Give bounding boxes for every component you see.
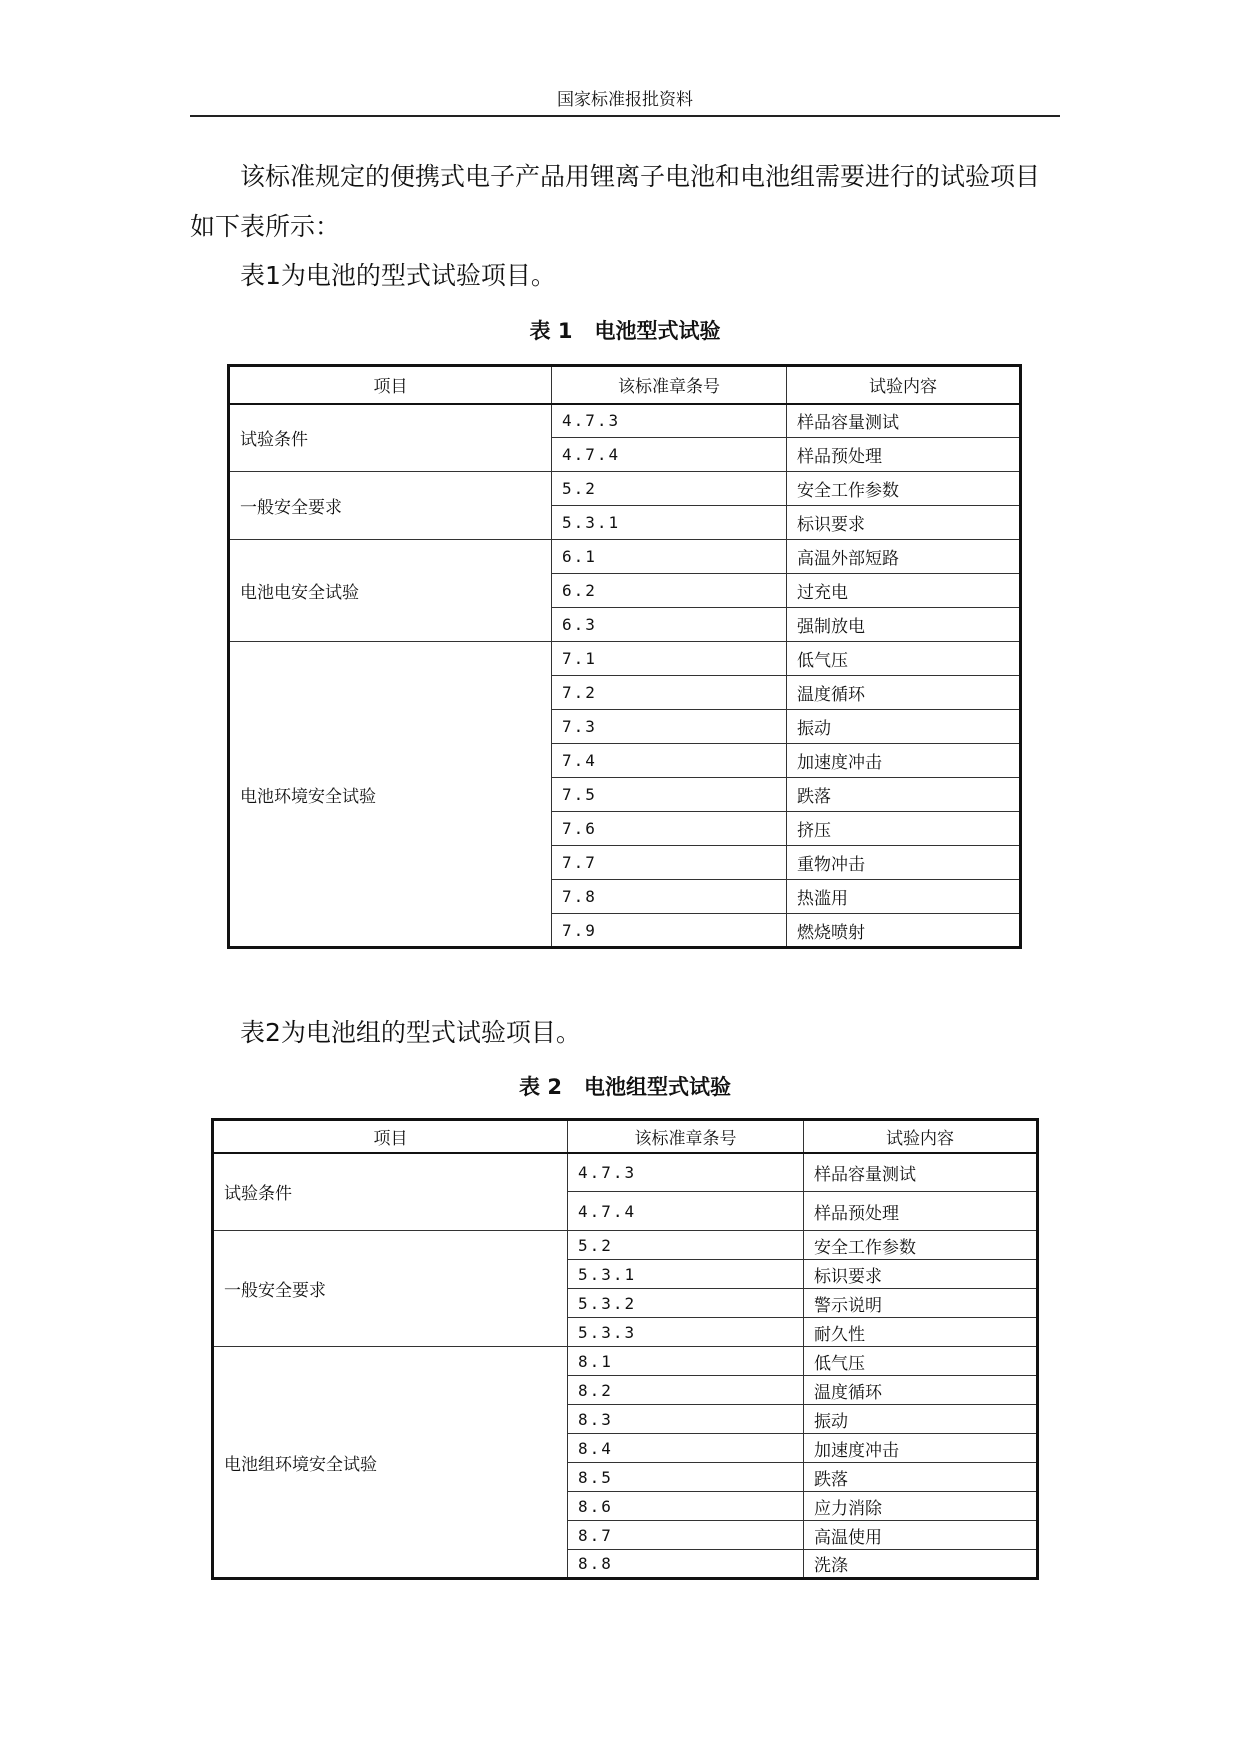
test-content-cell: 跌落 bbox=[787, 778, 1021, 812]
table2-caption-title: 电池组型式试验 bbox=[583, 1075, 731, 1099]
clause-number-cell: 5.3.1 bbox=[568, 1260, 804, 1289]
clause-number-cell: 4.7.3 bbox=[568, 1153, 804, 1192]
clause-number-cell: 6.3 bbox=[552, 608, 787, 642]
table2-intro: 表2为电池组的型式试验项目。 bbox=[240, 1018, 581, 1047]
clause-number-cell: 7.3 bbox=[552, 710, 787, 744]
table-row bbox=[229, 642, 1021, 676]
clause-number-cell: 7.7 bbox=[552, 846, 787, 880]
test-content-cell: 强制放电 bbox=[787, 608, 1021, 642]
clause-number-cell: 8.2 bbox=[568, 1376, 804, 1405]
clause-number-cell: 7.4 bbox=[552, 744, 787, 778]
battery-pack-type-test-table bbox=[211, 1118, 1039, 1580]
test-content-cell: 安全工作参数 bbox=[787, 472, 1021, 506]
column-header: 项目 bbox=[229, 366, 552, 404]
column-header: 该标准章条号 bbox=[552, 366, 787, 404]
group-name-cell: 试验条件 bbox=[229, 404, 552, 472]
clause-number-cell: 8.7 bbox=[568, 1521, 804, 1550]
clause-number-cell: 8.4 bbox=[568, 1434, 804, 1463]
table-row bbox=[229, 540, 1021, 574]
page-header-title: 国家标准报批资料 bbox=[557, 90, 693, 110]
clause-number-cell: 8.5 bbox=[568, 1463, 804, 1492]
test-content-cell: 样品预处理 bbox=[804, 1192, 1038, 1231]
group-name-cell: 一般安全要求 bbox=[229, 472, 552, 540]
test-content-cell: 应力消除 bbox=[804, 1492, 1038, 1521]
clause-number-cell: 7.8 bbox=[552, 880, 787, 914]
test-content-cell: 高温使用 bbox=[804, 1521, 1038, 1550]
test-content-cell: 跌落 bbox=[804, 1463, 1038, 1492]
battery-type-test-table bbox=[227, 364, 1022, 949]
group-name-cell: 试验条件 bbox=[213, 1153, 568, 1231]
column-header: 试验内容 bbox=[787, 366, 1021, 404]
clause-number-cell: 8.3 bbox=[568, 1405, 804, 1434]
table-row bbox=[213, 1153, 1038, 1192]
clause-number-cell: 8.1 bbox=[568, 1347, 804, 1376]
table-row bbox=[229, 472, 1021, 506]
clause-number-cell: 4.7.4 bbox=[552, 438, 787, 472]
table-row bbox=[213, 1347, 1038, 1376]
table2-caption bbox=[190, 1072, 1060, 1102]
clause-number-cell: 5.2 bbox=[568, 1231, 804, 1260]
test-content-cell: 振动 bbox=[804, 1405, 1038, 1434]
clause-number-cell: 7.9 bbox=[552, 914, 787, 948]
clause-number-cell: 6.2 bbox=[552, 574, 787, 608]
test-content-cell: 安全工作参数 bbox=[804, 1231, 1038, 1260]
test-content-cell: 样品容量测试 bbox=[787, 404, 1021, 438]
clause-number-cell: 5.3.2 bbox=[568, 1289, 804, 1318]
header-rule bbox=[190, 115, 1060, 117]
clause-number-cell: 7.2 bbox=[552, 676, 787, 710]
test-content-cell: 挤压 bbox=[787, 812, 1021, 846]
test-content-cell: 燃烧喷射 bbox=[787, 914, 1021, 948]
clause-number-cell: 5.3.3 bbox=[568, 1318, 804, 1347]
column-header: 试验内容 bbox=[804, 1120, 1038, 1153]
clause-number-cell: 7.1 bbox=[552, 642, 787, 676]
table1-caption bbox=[190, 316, 1060, 346]
test-content-cell: 温度循环 bbox=[804, 1376, 1038, 1405]
table1-intro: 表1为电池的型式试验项目。 bbox=[240, 261, 556, 290]
table-header-row bbox=[229, 366, 1021, 404]
intro-paragraph: 该标准规定的便携式电子产品用锂离子电池和电池组需要进行的试验项目如下表所示： bbox=[190, 162, 1041, 241]
table2-caption-number: 表 2 bbox=[519, 1075, 562, 1099]
clause-number-cell: 6.1 bbox=[552, 540, 787, 574]
clause-number-cell: 7.6 bbox=[552, 812, 787, 846]
clause-number-cell: 7.5 bbox=[552, 778, 787, 812]
test-content-cell: 标识要求 bbox=[804, 1260, 1038, 1289]
test-content-cell: 加速度冲击 bbox=[804, 1434, 1038, 1463]
test-content-cell: 加速度冲击 bbox=[787, 744, 1021, 778]
test-content-cell: 重物冲击 bbox=[787, 846, 1021, 880]
test-content-cell: 过充电 bbox=[787, 574, 1021, 608]
clause-number-cell: 5.2 bbox=[552, 472, 787, 506]
test-content-cell: 标识要求 bbox=[787, 506, 1021, 540]
table-header-row bbox=[213, 1120, 1038, 1153]
clause-number-cell: 8.6 bbox=[568, 1492, 804, 1521]
column-header: 该标准章条号 bbox=[568, 1120, 804, 1153]
table-row bbox=[213, 1231, 1038, 1260]
column-header: 项目 bbox=[213, 1120, 568, 1153]
clause-number-cell: 5.3.1 bbox=[552, 506, 787, 540]
group-name-cell: 一般安全要求 bbox=[213, 1231, 568, 1347]
test-content-cell: 样品预处理 bbox=[787, 438, 1021, 472]
test-content-cell: 振动 bbox=[787, 710, 1021, 744]
table-row bbox=[229, 404, 1021, 438]
clause-number-cell: 4.7.4 bbox=[568, 1192, 804, 1231]
table1-caption-title: 电池型式试验 bbox=[594, 319, 721, 343]
clause-number-cell: 4.7.3 bbox=[552, 404, 787, 438]
clause-number-cell: 8.8 bbox=[568, 1550, 804, 1579]
test-content-cell: 低气压 bbox=[804, 1347, 1038, 1376]
table1-caption-number: 表 1 bbox=[529, 319, 573, 343]
test-content-cell: 样品容量测试 bbox=[804, 1153, 1038, 1192]
test-content-cell: 热滥用 bbox=[787, 880, 1021, 914]
group-name-cell: 电池组环境安全试验 bbox=[213, 1347, 568, 1579]
test-content-cell: 低气压 bbox=[787, 642, 1021, 676]
group-name-cell: 电池环境安全试验 bbox=[229, 642, 552, 948]
test-content-cell: 高温外部短路 bbox=[787, 540, 1021, 574]
test-content-cell: 温度循环 bbox=[787, 676, 1021, 710]
group-name-cell: 电池电安全试验 bbox=[229, 540, 552, 642]
test-content-cell: 警示说明 bbox=[804, 1289, 1038, 1318]
test-content-cell: 洗涤 bbox=[804, 1550, 1038, 1579]
test-content-cell: 耐久性 bbox=[804, 1318, 1038, 1347]
